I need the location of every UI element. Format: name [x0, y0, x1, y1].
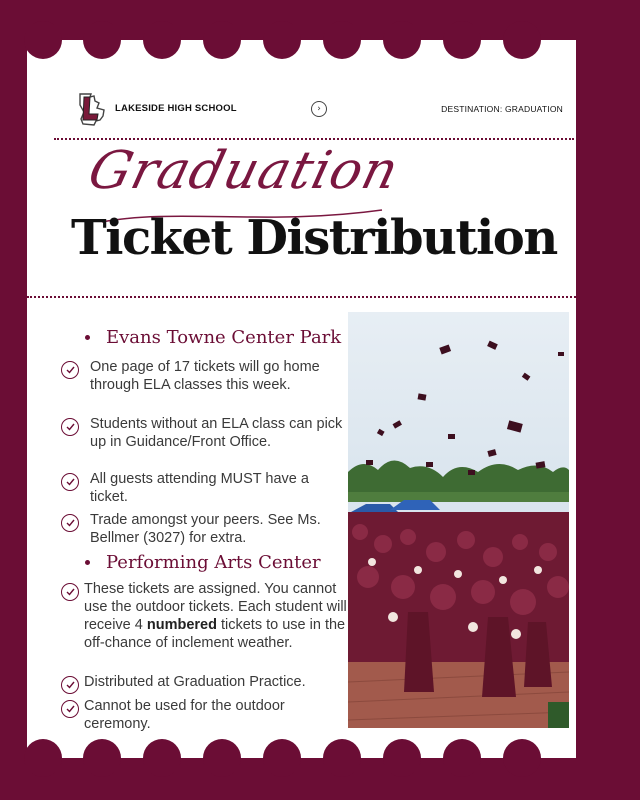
list-item-text: Cannot be used for the outdoor ceremony. [84, 698, 285, 732]
check-circle-icon [61, 361, 79, 379]
title-divider [27, 296, 576, 298]
check-circle-icon [61, 473, 79, 491]
list-item-text: Students without an ELA class can pick up in Guidance/Front Office. [90, 416, 343, 450]
check-circle-icon [61, 418, 79, 436]
header-divider [54, 138, 574, 140]
section-heading-outdoor [85, 327, 341, 348]
list-item-text: All guests attending MUST have a ticket. [90, 471, 309, 505]
script-title: Graduation [82, 141, 405, 201]
bottom-scallop-edge [27, 734, 576, 758]
page-title: Ticket Distribution [71, 210, 557, 266]
list-item-text: These tickets are assigned. You cannot use the outdoor tickets. Each student will receive 4 numbered tickets to use in the off-chance of inclement weather. [84, 581, 347, 651]
list-item-text: One page of 17 tickets will go home through ELA classes this week. [90, 359, 320, 393]
emphasis-numbered: numbered [146, 617, 217, 633]
list-item-text: Distributed at Graduation Practice. [84, 674, 306, 690]
section-heading-indoor [85, 552, 321, 573]
chevron-right-circle-icon[interactable]: › [311, 101, 327, 117]
check-circle-icon [61, 700, 79, 718]
section-heading-text: Evans Towne Center Park [106, 327, 342, 348]
list-item [61, 580, 351, 652]
list-item [61, 415, 345, 451]
graduation-crowd-photo [348, 312, 569, 728]
ticket-header [27, 40, 576, 140]
section-heading-text: Performing Arts Center [106, 552, 321, 573]
bullet-dot-icon [85, 335, 90, 340]
school-name: LAKESIDE HIGH SCHOOL [115, 103, 237, 114]
ticket-card [27, 40, 576, 758]
list-item [61, 673, 351, 694]
list-item [61, 358, 345, 394]
list-item-text: Trade amongst your peers. See Ms. Bellmer (3027) for extra. [90, 512, 321, 546]
bullet-dot-icon [85, 560, 90, 565]
list-item [61, 697, 351, 733]
destination-label: DESTINATION: GRADUATION [441, 104, 563, 114]
list-item [61, 470, 345, 506]
school-logo-icon [77, 92, 107, 126]
check-circle-icon [61, 583, 79, 601]
check-circle-icon [61, 514, 79, 532]
list-item [61, 511, 345, 547]
check-circle-icon [61, 676, 79, 694]
